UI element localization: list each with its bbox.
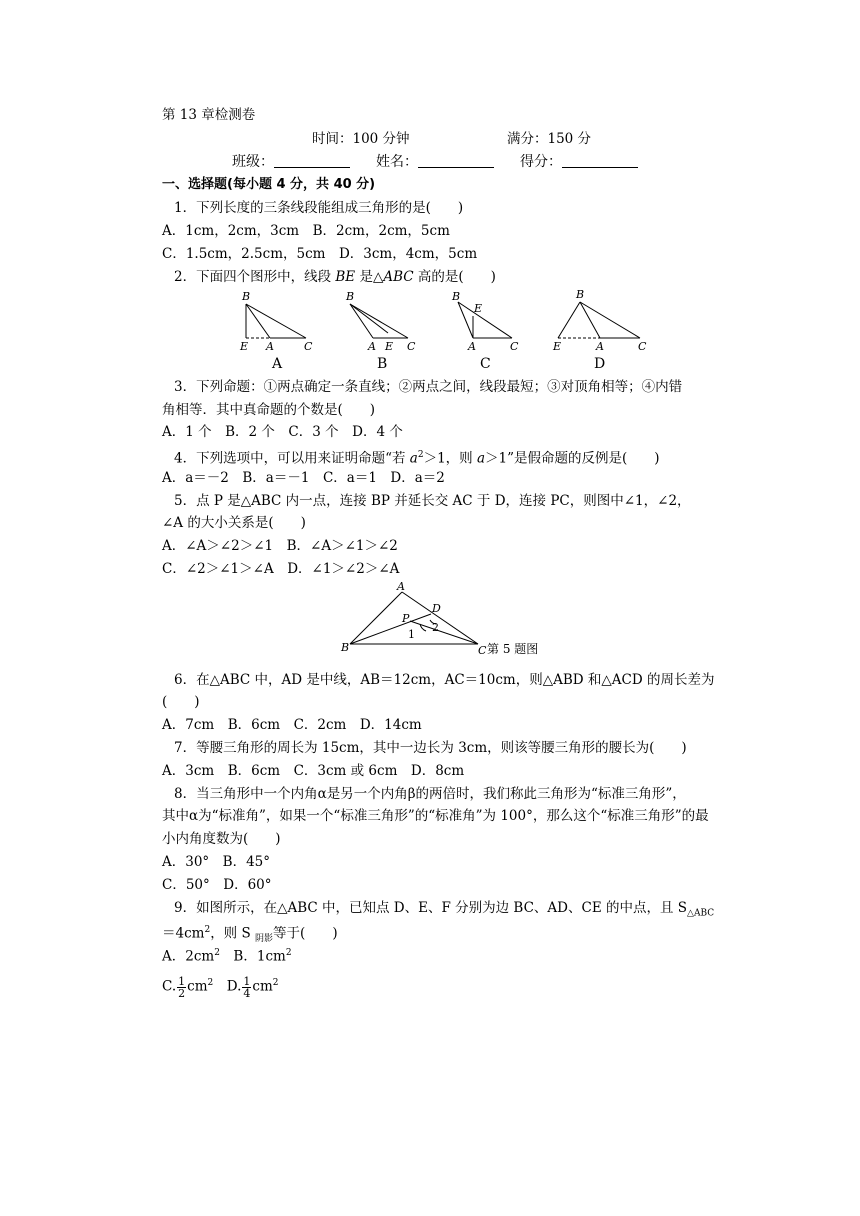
q2-stem	[174, 268, 496, 286]
fig-d-label-b: B	[576, 288, 585, 301]
q9-opt-d: D.	[213, 978, 242, 995]
q5-stem-line2: ∠A 的大小关系是( )	[162, 515, 306, 531]
student-info-row	[232, 153, 664, 171]
fig-a-label-b: B	[242, 290, 251, 303]
q5-label-p: P	[402, 612, 410, 625]
fig-b-caption: B	[377, 356, 388, 372]
q9-stem-part: 等于( )	[273, 925, 338, 942]
q2-stem-be: BE	[335, 269, 356, 285]
q5-caption: 第 5 题图	[487, 642, 539, 656]
q5-options-ab: A．∠A＞∠2＞∠1 B．∠A＞∠1＞∠2	[162, 538, 398, 554]
q5-label-b: B	[341, 641, 350, 654]
fig-d-label-c: C	[638, 340, 647, 353]
q9-stem-part: 9．如图所示，在△ABC 中，已知点 D、E、F 分别为边 BC、AD、CE 的中点，且 S	[174, 900, 688, 916]
q2-figure-d	[558, 302, 640, 338]
q9-stem-sub: 阴影	[255, 934, 274, 945]
grade-label: 得分：	[520, 154, 562, 170]
exam-title: 第 13 章检测卷	[162, 107, 256, 123]
q7-options: A．3cm B．6cm C．3cm 或 6cm D．8cm	[162, 763, 465, 779]
q4-stem-sup: 2	[417, 450, 424, 460]
frac-den: 2	[178, 986, 186, 1000]
q9-options-cd	[162, 970, 279, 1000]
fig-c-label-b: B	[452, 290, 461, 303]
q5-angle-2: 2	[432, 621, 439, 634]
q9-frac-quarter	[242, 976, 251, 999]
q9-stem-sub: △ABC	[687, 908, 715, 919]
q9-options-ab	[162, 944, 292, 966]
q8-stem-line1: 8．当三角形中一个内角α是另一个内角β的两倍时，我们称此三角形为“标准三角形”，	[174, 786, 686, 802]
q8-options-ab: A．30° B．45°	[162, 854, 271, 870]
q9-opt-b: B．1cm	[219, 948, 286, 965]
q2-stem-part: 2．下面四个图形中，线段	[174, 269, 336, 285]
fig-a-label-a: A	[266, 340, 274, 353]
q9-stem-part: ，则 S	[210, 925, 256, 942]
q9-opt-c: C.	[162, 978, 177, 995]
q4-stem	[174, 446, 660, 468]
q5-options-cd: C．∠2＞∠1＞∠A D．∠1＞∠2＞∠A	[162, 561, 400, 577]
q5-stem-line1: 5．点 P 是△ABC 内一点，连接 BP 并延长交 AC 于 D，连接 PC，则图中∠1，∠2，	[174, 493, 691, 509]
q5-label-d: D	[432, 602, 441, 615]
q9-opt-a: A．2cm	[162, 948, 215, 965]
fig-d-label-a: A	[596, 340, 604, 353]
class-label: 班级：	[232, 154, 274, 170]
fig-b-label-a: A	[368, 340, 376, 353]
fig-c-label-a: A	[468, 340, 476, 353]
q6-options: A．7cm B．6cm C．2cm D．14cm	[162, 717, 422, 733]
frac-num: 1	[243, 974, 251, 988]
q2-figure-c	[458, 302, 512, 338]
fig-d-label-e: E	[553, 340, 562, 353]
q5-figure	[338, 580, 578, 656]
fig-b-label-b: B	[346, 290, 355, 303]
q6-stem-line2: ( )	[162, 694, 200, 710]
q4-stem-part: ＞1，则	[423, 450, 477, 467]
q9-sup: 2	[272, 978, 279, 988]
q9-stem-line1	[174, 899, 714, 923]
fig-d-caption: D	[594, 356, 606, 372]
name-blank	[418, 154, 494, 168]
q4-stem-var: a	[409, 450, 418, 467]
fig-c-caption: C	[480, 356, 491, 372]
q6-stem-line1: 6．在△ABC 中，AD 是中线，AB＝12cm，AC＝10cm，则△ABD 和△ACD 的周长差为	[174, 672, 715, 688]
q3-stem-line2: 角相等．其中真命题的个数是( )	[162, 402, 376, 418]
fig-b-label-c: C	[407, 340, 416, 353]
q7-stem: 7．等腰三角形的周长为 15cm，其中一边长为 3cm，则该等腰三角形的腰长为( )	[174, 740, 687, 756]
name-label: 姓名：	[376, 154, 418, 170]
q5-label-c: C	[478, 644, 487, 656]
q9-sup: 2	[207, 978, 214, 988]
section-title: 一、选择题(每小题 4 分，共 40 分)	[162, 177, 376, 192]
q9-unit: cm	[187, 978, 208, 995]
q9-sup: 2	[285, 948, 292, 958]
q9-stem-sup: 2	[204, 925, 211, 935]
class-blank	[274, 154, 350, 168]
q2-figure-b	[350, 304, 408, 338]
q4-options: A．a＝－2 B．a＝－1 C．a＝1 D．a＝2	[162, 470, 445, 486]
q9-stem-part: ＝4cm	[162, 925, 205, 942]
fig-a-label-c: C	[304, 340, 313, 353]
q3-options: A．1 个 B．2 个 C．3 个 D．4 个	[162, 424, 403, 440]
q1-options-cd: C．1.5cm，2.5cm，5cm D．3cm，4cm，5cm	[162, 246, 478, 262]
q2-figure-a	[246, 304, 306, 338]
full-score: 满分：150 分	[507, 131, 592, 147]
q8-options-cd: C．50° D．60°	[162, 877, 272, 893]
frac-den: 4	[243, 986, 251, 1000]
q4-stem-part: 4．下列选项中，可以用来证明命题“若	[174, 450, 410, 467]
fig-a-caption: A	[272, 356, 283, 372]
fig-c-label-c: C	[510, 340, 519, 353]
q1-options-ab: A．1cm，2cm，3cm B．2cm，2cm，5cm	[162, 223, 450, 239]
q8-stem-line3: 小内角度数为( )	[162, 831, 281, 847]
q3-stem-line1: 3．下列命题：①两点确定一条直线；②两点之间，线段最短；③对顶角相等；④内错	[174, 379, 683, 395]
q4-stem-part: ＞1”是假命题的反例是( )	[485, 450, 660, 467]
q8-stem-line2: 其中α为“标准角”，如果一个“标准三角形”的“标准角”为 100°，那么这个“标准三角形”的最	[162, 808, 709, 824]
q9-sup: 2	[214, 948, 220, 958]
q4-stem-var: a	[476, 450, 486, 467]
q5-angle-1: 1	[408, 628, 415, 641]
q5-label-a: A	[397, 580, 405, 593]
q2-figures	[230, 288, 660, 372]
fig-b-label-e: E	[385, 340, 394, 353]
q2-stem-abc: ABC	[383, 269, 414, 285]
time-limit: 时间：100 分钟	[312, 131, 410, 147]
q9-frac-half	[177, 976, 186, 999]
grade-blank	[562, 154, 638, 168]
q1-stem: 1．下列长度的三条线段能组成三角形的是( )	[174, 200, 464, 216]
q9-unit: cm	[252, 978, 273, 995]
fig-a-label-e: E	[240, 340, 249, 353]
q2-stem-part: 是△	[355, 269, 384, 285]
q2-stem-part: 高的是( )	[413, 269, 496, 285]
fig-c-label-e: E	[474, 302, 483, 315]
frac-num: 1	[178, 974, 186, 988]
